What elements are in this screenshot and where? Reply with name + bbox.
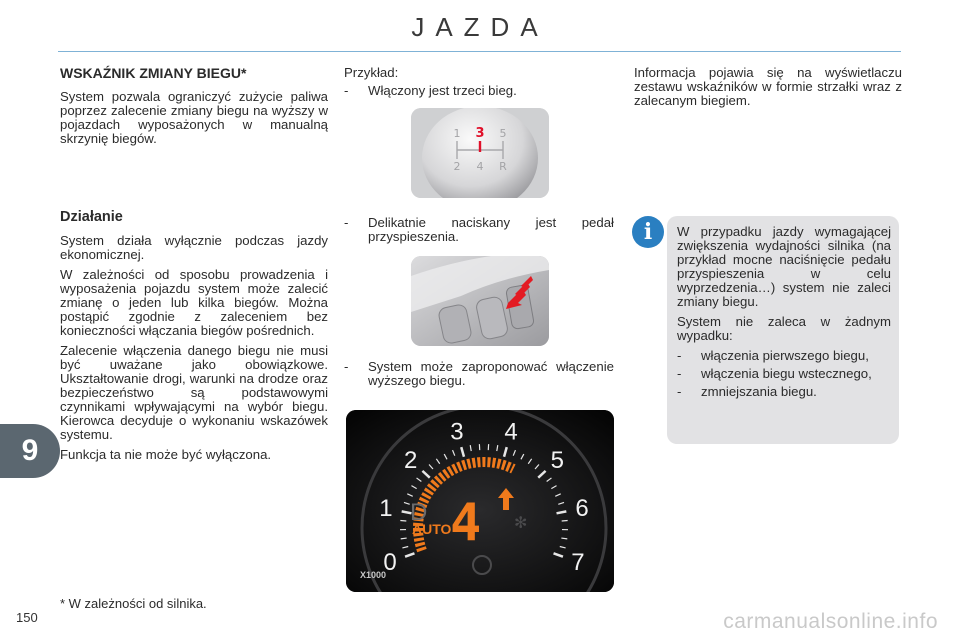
page-number: 150: [16, 610, 38, 625]
list-item: - System może zaproponować włączenie wyższego biegu.: [344, 359, 614, 388]
dial-number: 3: [450, 418, 464, 446]
dial-number: 5: [550, 446, 564, 474]
middle-column: [344, 66, 614, 102]
gear-letter: D: [410, 499, 428, 526]
info-list-item: - zmniejszania biegu.: [677, 385, 891, 399]
gear-knob-shape: [422, 108, 538, 198]
info-list-item: - włączenia biegu wstecznego,: [677, 367, 891, 381]
info-box: [667, 216, 899, 444]
intro-paragraph: Informacja pojawia się na wyświetlaczu zestawu wskaźników w formie strzałki wraz z zalecanym biegiem.: [634, 65, 902, 108]
dial-number: 7: [571, 549, 585, 577]
info-list-item-text: włączenia biegu wstecznego,: [701, 366, 872, 381]
body-paragraph: System działa wyłącznie podczas jazdy ekonomicznej.: [60, 233, 328, 262]
list-item-text: Włączony jest trzeci bieg.: [368, 83, 517, 98]
footnote: * W zależności od silnika.: [60, 596, 207, 611]
dial-tick: [562, 520, 568, 521]
right-column: [634, 66, 902, 114]
gear-knob-figure: [411, 108, 549, 198]
recommended-gear-digit: 4: [450, 493, 482, 553]
intro-paragraph: System pozwala ograniczyć zużycie paliwa poprzez zalecenie zmiany biegu na wyższy w pojazdach wyposażonych w manualną skrzynię biegów.: [60, 89, 328, 146]
dial-number: 0: [383, 549, 397, 577]
gear-label: 4: [476, 160, 484, 173]
rpm-multiplier: X1000: [360, 570, 387, 580]
list-item-text: System może zaproponować włączenie wyższego biegu.: [368, 359, 614, 388]
gear-label: R: [499, 160, 507, 173]
list-item: - Delikatnie naciskany jest pedał przyspieszenia.: [344, 215, 614, 244]
dial-number: 4: [504, 418, 518, 446]
dial-tick: [400, 520, 406, 521]
body-paragraph: W zależności od sposobu prowadzenia i wyposażenia pojazdu system może zalecić zmianę o jeden lub kilka biegów. Można postąpić zgodnie z zaleceniem bez konieczności włączania biegów pośrednich.: [60, 267, 328, 338]
example-label: Przykład:: [344, 65, 399, 80]
header-divider: [58, 51, 901, 52]
gear-label: 2: [453, 160, 461, 173]
pedal-figure: [411, 256, 549, 346]
list-item: - Włączony jest trzeci bieg.: [344, 84, 614, 98]
subsection-heading: Działanie: [60, 209, 123, 225]
gear-label: 5: [499, 127, 507, 140]
snowflake-icon: ✻: [514, 513, 528, 532]
gear-label: 1: [453, 127, 461, 140]
page-header-title: JAZDA: [411, 12, 549, 42]
info-paragraph: W przypadku jazdy wymagającej zwiększenia wydajności silnika (na przykład mocne naciśnięcie pedału przyspieszenia w celu wyprzedzenia…) system nie zaleci zmiany biegu.: [677, 224, 891, 309]
left-column: [60, 66, 328, 468]
body-paragraph: Funkcja ta nie może być wyłączona.: [60, 447, 272, 462]
middle-item-2: [344, 216, 614, 248]
gear-label-active: 3: [475, 126, 485, 141]
dial-number: 2: [404, 446, 418, 474]
info-list-item-text: włączenia pierwszego biegu,: [701, 348, 869, 363]
instrument-cluster-figure: [346, 410, 614, 592]
info-paragraph: System nie zaleca w żadnym wypadku:: [677, 314, 891, 343]
watermark: carmanualsonline.info: [723, 610, 938, 633]
dial-tick: [401, 538, 407, 539]
middle-item-3: [344, 360, 614, 392]
info-list-item: - włączenia pierwszego biegu,: [677, 349, 891, 363]
dial-tick: [561, 538, 567, 539]
chapter-tab[interactable]: [0, 424, 60, 478]
list-item-text: Delikatnie naciskany jest pedał przyspieszenia.: [368, 215, 614, 244]
auto-label: AUTO: [412, 521, 452, 537]
info-list-item-text: zmniejszania biegu.: [701, 384, 817, 399]
dial-number: 6: [575, 495, 589, 523]
info-icon: i: [632, 216, 664, 248]
dial-number: 1: [379, 495, 393, 523]
chapter-number: 9: [21, 434, 39, 467]
body-paragraph: Zalecenie włączenia danego biegu nie musi być uważane jako obowiązkowe. Ukształtowanie drogi, warunki na drodze oraz bezpieczeństwo są podstawowymi czynnikami wpływającymi na wybór biegu. Kierowca decyduje o wykonaniu wskazówek systemu.: [60, 343, 328, 442]
section-heading: WSKAŹNIK ZMIANY BIEGU*: [60, 65, 247, 81]
